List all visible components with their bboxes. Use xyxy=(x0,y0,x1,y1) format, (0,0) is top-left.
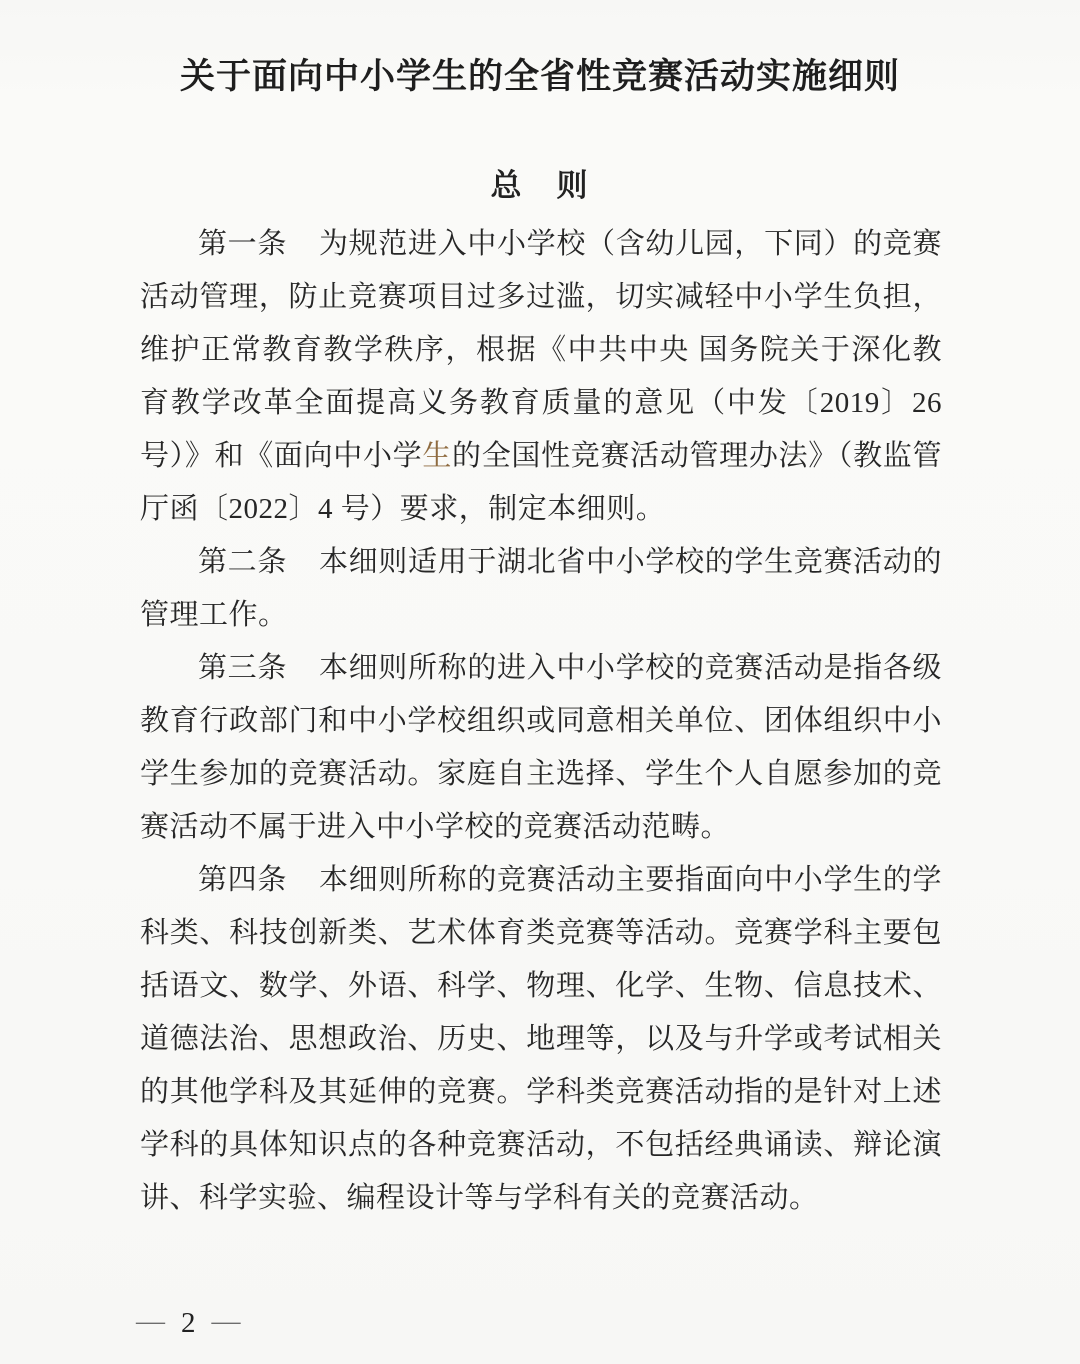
article-2-text: 本细则适用于湖北省中小学校的学生竞赛活动的管理工作。 xyxy=(140,546,942,631)
article-4-label: 第四条 xyxy=(198,864,288,896)
page-number-right-dash: — xyxy=(211,1305,241,1337)
article-1-text-continued: 的全国性竞赛活动管理办法》（教监管厅函〔2022〕4 号）要求，制定本细则。 xyxy=(140,440,942,525)
article-4-paragraph xyxy=(140,854,942,1225)
page-number-value: 2 xyxy=(181,1307,196,1339)
page-number-left-dash: — xyxy=(136,1305,165,1337)
article-2-label: 第二条 xyxy=(198,546,288,578)
article-1-tinted-char: 生 xyxy=(422,440,453,472)
article-3-text: 本细则所称的进入中小学校的竞赛活动是指各级教育行政部门和中小学校组织或同意相关单位、团体组织中小学生参加的竞赛活动。家庭自主选择、学生个人自愿参加的竞赛活动不属于进入中小学校的竞赛活动范畴。 xyxy=(140,652,942,843)
article-3-label: 第三条 xyxy=(198,652,288,684)
article-4-text: 本细则所称的竞赛活动主要指面向中小学生的学科类、科技创新类、艺术体育类竞赛等活动。竞赛学科主要包括语文、数学、外语、科学、物理、化学、生物、信息技术、道德法治、思想政治、历史、地理等，以及与升学或考试相关的其他学科及其延伸的竞赛。学科类竞赛活动指的是针对上述学科的具体知识点的各种竞赛活动，不包括经典诵读、辩论演讲、科学实验、编程设计等与学科有关的竞赛活动。 xyxy=(140,864,942,1214)
document-body xyxy=(0,218,1080,1225)
article-1-label: 第一条 xyxy=(198,228,288,260)
document-title: 关于面向中小学生的全省性竞赛活动实施细则 xyxy=(179,57,900,96)
page-number xyxy=(136,1307,241,1340)
section-heading-general-provisions: 总 则 xyxy=(490,168,590,203)
article-3-paragraph xyxy=(140,642,942,854)
article-1-text: 为规范进入中小学校（含幼儿园，下同）的竞赛活动管理，防止竞赛项目过多过滥，切实减轻中小学生负担，维护正常教育教学秩序，根据《中共中央 国务院关于深化教育教学改革全面提高义务教育质量的意见（中发〔2019〕26 号）》和《面向中小学 xyxy=(140,228,942,472)
article-2-paragraph xyxy=(140,536,942,642)
article-1-paragraph xyxy=(140,218,942,536)
